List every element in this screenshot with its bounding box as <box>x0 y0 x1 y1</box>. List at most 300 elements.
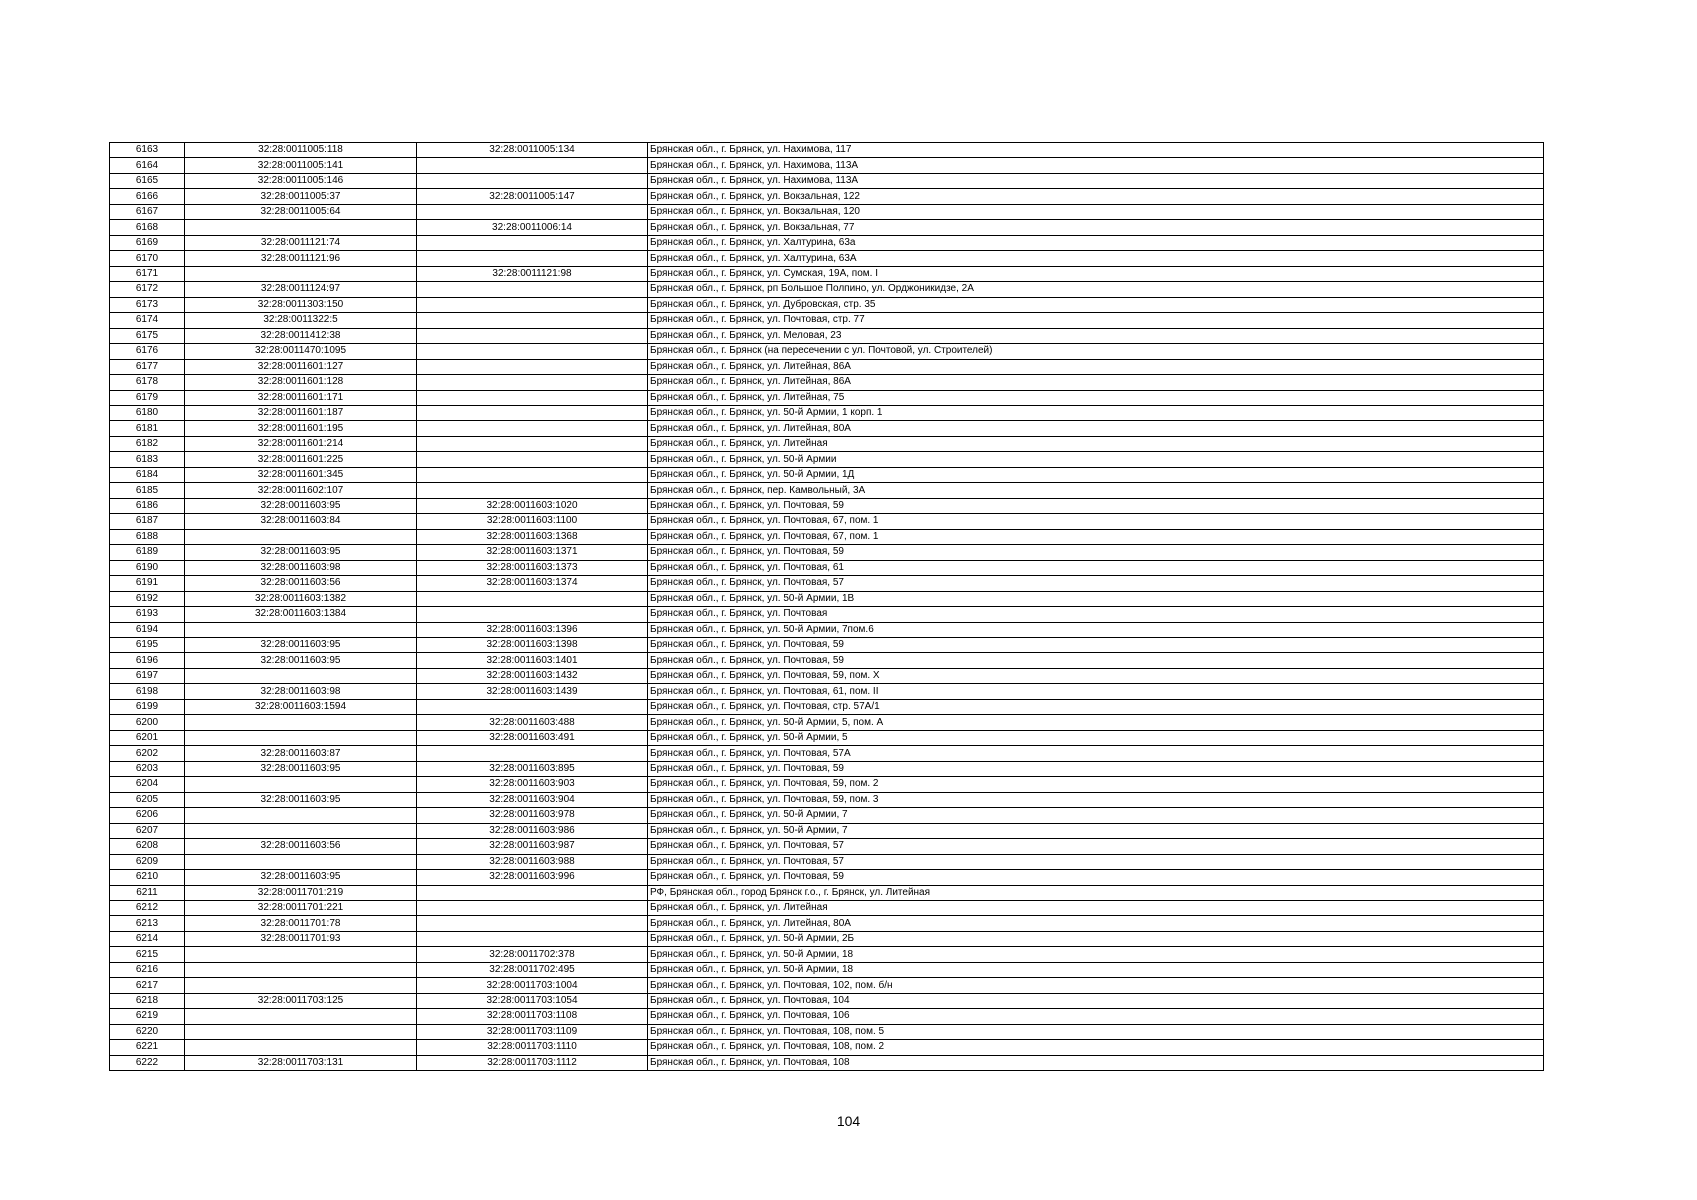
table-row <box>110 560 1544 575</box>
related-cadastral-number-cell <box>417 251 648 266</box>
related-cadastral-number-cell: 32:28:0011121:98 <box>417 266 648 281</box>
address-cell: Брянская обл., г. Брянск, ул. 50-й Армии, 18 <box>648 947 1544 962</box>
cadastral-number-cell: 32:28:0011005:146 <box>185 173 417 188</box>
row-number-cell: 6172 <box>110 282 185 297</box>
address-cell: Брянская обл., г. Брянск, ул. Дубровская, стр. 35 <box>648 297 1544 312</box>
cadastral-number-cell <box>185 854 417 869</box>
table-row <box>110 359 1544 374</box>
table-row <box>110 220 1544 235</box>
table-row <box>110 715 1544 730</box>
address-cell: Брянская обл., г. Брянск, ул. 50-й Армии, 5, пом. А <box>648 715 1544 730</box>
table-row <box>110 467 1544 482</box>
row-number-cell: 6168 <box>110 220 185 235</box>
cadastral-number-cell: 32:28:0011601:128 <box>185 375 417 390</box>
related-cadastral-number-cell: 32:28:0011603:978 <box>417 808 648 823</box>
table-row <box>110 761 1544 776</box>
row-number-cell: 6205 <box>110 792 185 807</box>
table-row <box>110 1040 1544 1055</box>
related-cadastral-number-cell <box>417 173 648 188</box>
table-row <box>110 436 1544 451</box>
cadastral-number-cell: 32:28:0011703:131 <box>185 1055 417 1070</box>
related-cadastral-number-cell <box>417 746 648 761</box>
row-number-cell: 6221 <box>110 1040 185 1055</box>
address-cell: Брянская обл., г. Брянск, ул. Литейная, 75 <box>648 390 1544 405</box>
cadastral-number-cell <box>185 1040 417 1055</box>
address-cell: Брянская обл., г. Брянск, ул. 50-й Армии, 1В <box>648 591 1544 606</box>
address-cell: Брянская обл., г. Брянск, ул. Вокзальная, 122 <box>648 189 1544 204</box>
row-number-cell: 6193 <box>110 607 185 622</box>
address-cell: Брянская обл., г. Брянск, ул. Почтовая, 59, пом. 3 <box>648 792 1544 807</box>
page-number: 104 <box>836 1113 861 1129</box>
table-row <box>110 545 1544 560</box>
table-row <box>110 483 1544 498</box>
table-row <box>110 916 1544 931</box>
related-cadastral-number-cell <box>417 158 648 173</box>
table-row <box>110 529 1544 544</box>
address-cell: Брянская обл., г. Брянск, ул. Почтовая, 108 <box>648 1055 1544 1070</box>
related-cadastral-number-cell <box>417 483 648 498</box>
address-cell: Брянская обл., г. Брянск, ул. Почтовая, 57 <box>648 854 1544 869</box>
cadastral-number-cell: 32:28:0011601:187 <box>185 405 417 420</box>
address-cell: Брянская обл., г. Брянск, ул. Литейная, 80А <box>648 916 1544 931</box>
related-cadastral-number-cell: 32:28:0011603:996 <box>417 870 648 885</box>
cadastral-number-cell <box>185 220 417 235</box>
address-cell: Брянская обл., г. Брянск, ул. Почтовая, 59 <box>648 761 1544 776</box>
related-cadastral-number-cell: 32:28:0011603:1373 <box>417 560 648 575</box>
cadastral-number-cell: 32:28:0011603:1594 <box>185 699 417 714</box>
table-row <box>110 297 1544 312</box>
row-number-cell: 6180 <box>110 405 185 420</box>
address-cell: Брянская обл., г. Брянск, ул. Почтовая, 61, пом. II <box>648 684 1544 699</box>
address-cell: Брянская обл., г. Брянск, ул. Литейная, 86А <box>648 359 1544 374</box>
row-number-cell: 6164 <box>110 158 185 173</box>
address-cell: Брянская обл., г. Брянск, рп Большое Полпино, ул. Орджоникидзе, 2А <box>648 282 1544 297</box>
row-number-cell: 6165 <box>110 173 185 188</box>
table-row <box>110 514 1544 529</box>
row-number-cell: 6190 <box>110 560 185 575</box>
address-cell: Брянская обл., г. Брянск, ул. Почтовая, 59 <box>648 870 1544 885</box>
row-number-cell: 6201 <box>110 730 185 745</box>
related-cadastral-number-cell <box>417 436 648 451</box>
cadastral-number-cell: 32:28:0011701:93 <box>185 931 417 946</box>
cadastral-number-cell: 32:28:0011603:1384 <box>185 607 417 622</box>
address-cell: Брянская обл., г. Брянск, ул. Нахимова, 117 <box>648 143 1544 158</box>
related-cadastral-number-cell <box>417 421 648 436</box>
row-number-cell: 6174 <box>110 313 185 328</box>
cadastral-number-cell: 32:28:0011412:38 <box>185 328 417 343</box>
row-number-cell: 6222 <box>110 1055 185 1070</box>
related-cadastral-number-cell <box>417 916 648 931</box>
row-number-cell: 6181 <box>110 421 185 436</box>
related-cadastral-number-cell <box>417 885 648 900</box>
related-cadastral-number-cell <box>417 452 648 467</box>
cadastral-number-cell: 32:28:0011603:1382 <box>185 591 417 606</box>
row-number-cell: 6214 <box>110 931 185 946</box>
cadastral-number-cell: 32:28:0011005:64 <box>185 204 417 219</box>
table-row <box>110 591 1544 606</box>
cadastral-number-cell: 32:28:0011603:87 <box>185 746 417 761</box>
address-cell: Брянская обл., г. Брянск, ул. Почтовая, 59 <box>648 638 1544 653</box>
table-row <box>110 1024 1544 1039</box>
row-number-cell: 6196 <box>110 653 185 668</box>
related-cadastral-number-cell: 32:28:0011603:895 <box>417 761 648 776</box>
cadastral-number-cell: 32:28:0011601:171 <box>185 390 417 405</box>
address-cell: Брянская обл., г. Брянск, ул. Почтовая, 57А <box>648 746 1544 761</box>
related-cadastral-number-cell: 32:28:0011603:1100 <box>417 514 648 529</box>
related-cadastral-number-cell: 32:28:0011703:1109 <box>417 1024 648 1039</box>
cadastral-number-cell: 32:28:0011601:345 <box>185 467 417 482</box>
row-number-cell: 6169 <box>110 235 185 250</box>
table-row <box>110 947 1544 962</box>
row-number-cell: 6217 <box>110 978 185 993</box>
related-cadastral-number-cell <box>417 467 648 482</box>
row-number-cell: 6166 <box>110 189 185 204</box>
table-row <box>110 792 1544 807</box>
table-row <box>110 993 1544 1008</box>
address-cell: Брянская обл., г. Брянск, ул. Вокзальная, 120 <box>648 204 1544 219</box>
address-cell: Брянская обл., г. Брянск, ул. Нахимова, 113А <box>648 158 1544 173</box>
address-cell: Брянская обл., г. Брянск, ул. 50-й Армии, 5 <box>648 730 1544 745</box>
table-row <box>110 900 1544 915</box>
cadastral-number-cell <box>185 1009 417 1024</box>
address-cell: Брянская обл., г. Брянск, ул. Почтовая, стр. 57А/1 <box>648 699 1544 714</box>
related-cadastral-number-cell: 32:28:0011603:988 <box>417 854 648 869</box>
table-row <box>110 390 1544 405</box>
related-cadastral-number-cell <box>417 359 648 374</box>
address-cell: Брянская обл., г. Брянск, ул. 50-й Армии, 7 <box>648 823 1544 838</box>
related-cadastral-number-cell <box>417 900 648 915</box>
cadastral-number-cell: 32:28:0011603:95 <box>185 545 417 560</box>
row-number-cell: 6163 <box>110 143 185 158</box>
related-cadastral-number-cell <box>417 297 648 312</box>
table-row <box>110 607 1544 622</box>
row-number-cell: 6189 <box>110 545 185 560</box>
row-number-cell: 6194 <box>110 622 185 637</box>
row-number-cell: 6210 <box>110 870 185 885</box>
address-cell: РФ, Брянская обл., город Брянск г.о., г. Брянск, ул. Литейная <box>648 885 1544 900</box>
row-number-cell: 6208 <box>110 839 185 854</box>
cadastral-number-cell: 32:28:0011601:225 <box>185 452 417 467</box>
row-number-cell: 6212 <box>110 900 185 915</box>
cadastral-number-cell <box>185 622 417 637</box>
related-cadastral-number-cell <box>417 328 648 343</box>
related-cadastral-number-cell <box>417 607 648 622</box>
related-cadastral-number-cell <box>417 282 648 297</box>
related-cadastral-number-cell: 32:28:0011603:491 <box>417 730 648 745</box>
table-row <box>110 823 1544 838</box>
cadastral-number-cell <box>185 266 417 281</box>
table-row <box>110 653 1544 668</box>
cadastral-number-cell <box>185 777 417 792</box>
address-cell: Брянская обл., г. Брянск, ул. Почтовая, 57 <box>648 839 1544 854</box>
cadastral-number-cell: 32:28:0011303:150 <box>185 297 417 312</box>
address-cell: Брянская обл., г. Брянск, ул. Почтовая, 108, пом. 2 <box>648 1040 1544 1055</box>
address-cell: Брянская обл., г. Брянск, ул. Почтовая, 57 <box>648 576 1544 591</box>
address-cell: Брянская обл., г. Брянск, ул. Литейная, 80А <box>648 421 1544 436</box>
table-row <box>110 730 1544 745</box>
related-cadastral-number-cell: 32:28:0011603:1020 <box>417 498 648 513</box>
table-row <box>110 684 1544 699</box>
table-row <box>110 777 1544 792</box>
row-number-cell: 6182 <box>110 436 185 451</box>
cadastral-number-cell <box>185 715 417 730</box>
row-number-cell: 6183 <box>110 452 185 467</box>
row-number-cell: 6179 <box>110 390 185 405</box>
address-cell: Брянская обл., г. Брянск, ул. 50-й Армии <box>648 452 1544 467</box>
related-cadastral-number-cell <box>417 699 648 714</box>
row-number-cell: 6200 <box>110 715 185 730</box>
related-cadastral-number-cell: 32:28:0011603:1401 <box>417 653 648 668</box>
related-cadastral-number-cell <box>417 405 648 420</box>
table-row <box>110 251 1544 266</box>
cadastral-number-cell: 32:28:0011703:125 <box>185 993 417 1008</box>
related-cadastral-number-cell: 32:28:0011005:147 <box>417 189 648 204</box>
row-number-cell: 6176 <box>110 344 185 359</box>
cadastral-number-cell: 32:28:0011701:78 <box>185 916 417 931</box>
cadastral-number-cell <box>185 730 417 745</box>
address-cell: Брянская обл., г. Брянск, ул. Почтовая, 59 <box>648 653 1544 668</box>
related-cadastral-number-cell: 32:28:0011006:14 <box>417 220 648 235</box>
address-cell: Брянская обл., г. Брянск, ул. Почтовая, 59, пом. Х <box>648 668 1544 683</box>
table-row <box>110 235 1544 250</box>
table-row <box>110 931 1544 946</box>
address-cell: Брянская обл., г. Брянск, ул. Почтовая, 59 <box>648 545 1544 560</box>
cadastral-number-cell: 32:28:0011603:56 <box>185 576 417 591</box>
row-number-cell: 6197 <box>110 668 185 683</box>
cadastral-number-cell <box>185 962 417 977</box>
cadastral-number-cell: 32:28:0011701:219 <box>185 885 417 900</box>
address-cell: Брянская обл., г. Брянск, ул. Вокзальная, 77 <box>648 220 1544 235</box>
row-number-cell: 6211 <box>110 885 185 900</box>
row-number-cell: 6185 <box>110 483 185 498</box>
address-cell: Брянская обл., г. Брянск, ул. Халтурина, 63А <box>648 251 1544 266</box>
row-number-cell: 6218 <box>110 993 185 1008</box>
cadastral-number-cell: 32:28:0011470:1095 <box>185 344 417 359</box>
related-cadastral-number-cell: 32:28:0011603:1368 <box>417 529 648 544</box>
row-number-cell: 6178 <box>110 375 185 390</box>
related-cadastral-number-cell: 32:28:0011703:1112 <box>417 1055 648 1070</box>
cadastral-number-cell: 32:28:0011005:118 <box>185 143 417 158</box>
table-row <box>110 870 1544 885</box>
address-cell: Брянская обл., г. Брянск, ул. Почтовая, 59, пом. 2 <box>648 777 1544 792</box>
row-number-cell: 6170 <box>110 251 185 266</box>
cadastral-number-cell <box>185 529 417 544</box>
row-number-cell: 6220 <box>110 1024 185 1039</box>
address-cell: Брянская обл., г. Брянск, ул. Почтовая, 108, пом. 5 <box>648 1024 1544 1039</box>
cadastral-number-cell: 32:28:0011601:127 <box>185 359 417 374</box>
row-number-cell: 6209 <box>110 854 185 869</box>
related-cadastral-number-cell: 32:28:0011702:378 <box>417 947 648 962</box>
cadastral-number-cell: 32:28:0011124:97 <box>185 282 417 297</box>
table-row <box>110 452 1544 467</box>
table-row <box>110 622 1544 637</box>
related-cadastral-number-cell: 32:28:0011703:1004 <box>417 978 648 993</box>
row-number-cell: 6192 <box>110 591 185 606</box>
address-cell: Брянская обл., г. Брянск, ул. Литейная <box>648 900 1544 915</box>
table-row <box>110 978 1544 993</box>
cadastral-number-cell: 32:28:0011603:95 <box>185 653 417 668</box>
row-number-cell: 6191 <box>110 576 185 591</box>
table-row <box>110 204 1544 219</box>
row-number-cell: 6186 <box>110 498 185 513</box>
related-cadastral-number-cell <box>417 344 648 359</box>
cadastral-number-cell <box>185 978 417 993</box>
row-number-cell: 6213 <box>110 916 185 931</box>
table-row <box>110 1055 1544 1070</box>
row-number-cell: 6198 <box>110 684 185 699</box>
row-number-cell: 6187 <box>110 514 185 529</box>
address-cell: Брянская обл., г. Брянск, пер. Камвольный, 3А <box>648 483 1544 498</box>
row-number-cell: 6199 <box>110 699 185 714</box>
related-cadastral-number-cell: 32:28:0011603:1398 <box>417 638 648 653</box>
address-cell: Брянская обл., г. Брянск, ул. Литейная, 86А <box>648 375 1544 390</box>
cadastral-number-cell: 32:28:0011603:56 <box>185 839 417 854</box>
related-cadastral-number-cell <box>417 931 648 946</box>
cadastral-number-cell: 32:28:0011701:221 <box>185 900 417 915</box>
address-cell: Брянская обл., г. Брянск, ул. 50-й Армии, 7 <box>648 808 1544 823</box>
related-cadastral-number-cell <box>417 204 648 219</box>
cadastral-number-cell: 32:28:0011005:37 <box>185 189 417 204</box>
row-number-cell: 6207 <box>110 823 185 838</box>
cadastral-number-cell: 32:28:0011603:95 <box>185 761 417 776</box>
address-cell: Брянская обл., г. Брянск, ул. Литейная <box>648 436 1544 451</box>
table-row <box>110 328 1544 343</box>
row-number-cell: 6175 <box>110 328 185 343</box>
row-number-cell: 6171 <box>110 266 185 281</box>
row-number-cell: 6173 <box>110 297 185 312</box>
table-row <box>110 375 1544 390</box>
cadastral-number-cell <box>185 823 417 838</box>
address-cell: Брянская обл., г. Брянск, ул. 50-й Армии, 1Д <box>648 467 1544 482</box>
cadastral-number-cell: 32:28:0011602:107 <box>185 483 417 498</box>
cadastral-number-cell <box>185 947 417 962</box>
cadastral-number-cell: 32:28:0011601:214 <box>185 436 417 451</box>
cadastral-number-cell: 32:28:0011603:84 <box>185 514 417 529</box>
address-cell: Брянская обл., г. Брянск, ул. Почтовая, 59 <box>648 498 1544 513</box>
address-cell: Брянская обл., г. Брянск, ул. Меловая, 23 <box>648 328 1544 343</box>
cadastral-number-cell: 32:28:0011005:141 <box>185 158 417 173</box>
related-cadastral-number-cell: 32:28:0011603:904 <box>417 792 648 807</box>
cadastral-number-cell: 32:28:0011322:5 <box>185 313 417 328</box>
address-cell: Брянская обл., г. Брянск, ул. 50-й Армии, 18 <box>648 962 1544 977</box>
table-row <box>110 266 1544 281</box>
cadastral-number-cell: 32:28:0011603:98 <box>185 684 417 699</box>
table-row <box>110 1009 1544 1024</box>
row-number-cell: 6204 <box>110 777 185 792</box>
cadastral-number-cell: 32:28:0011121:74 <box>185 235 417 250</box>
row-number-cell: 6216 <box>110 962 185 977</box>
cadastral-number-cell <box>185 668 417 683</box>
related-cadastral-number-cell: 32:28:0011603:1396 <box>417 622 648 637</box>
cadastral-number-cell: 32:28:0011603:95 <box>185 870 417 885</box>
related-cadastral-number-cell: 32:28:0011703:1108 <box>417 1009 648 1024</box>
related-cadastral-number-cell: 32:28:0011603:903 <box>417 777 648 792</box>
address-cell: Брянская обл., г. Брянск, ул. Почтовая, 106 <box>648 1009 1544 1024</box>
cadastral-number-cell: 32:28:0011603:95 <box>185 638 417 653</box>
table-row <box>110 839 1544 854</box>
related-cadastral-number-cell: 32:28:0011603:1371 <box>417 545 648 560</box>
cadastral-number-cell <box>185 1024 417 1039</box>
cadastral-number-cell: 32:28:0011603:95 <box>185 498 417 513</box>
table-row <box>110 189 1544 204</box>
related-cadastral-number-cell: 32:28:0011603:1432 <box>417 668 648 683</box>
address-cell: Брянская обл., г. Брянск, ул. Почтовая, 61 <box>648 560 1544 575</box>
table-row <box>110 405 1544 420</box>
related-cadastral-number-cell: 32:28:0011603:488 <box>417 715 648 730</box>
row-number-cell: 6177 <box>110 359 185 374</box>
related-cadastral-number-cell: 32:28:0011702:495 <box>417 962 648 977</box>
table-row <box>110 885 1544 900</box>
address-cell: Брянская обл., г. Брянск, ул. Почтовая <box>648 607 1544 622</box>
table-row <box>110 808 1544 823</box>
cadastral-number-cell: 32:28:0011603:98 <box>185 560 417 575</box>
table-row <box>110 638 1544 653</box>
related-cadastral-number-cell <box>417 375 648 390</box>
table-row <box>110 158 1544 173</box>
table-row <box>110 282 1544 297</box>
related-cadastral-number-cell <box>417 313 648 328</box>
address-cell: Брянская обл., г. Брянск, ул. Почтовая, 102, пом. б/н <box>648 978 1544 993</box>
related-cadastral-number-cell <box>417 235 648 250</box>
row-number-cell: 6206 <box>110 808 185 823</box>
row-number-cell: 6195 <box>110 638 185 653</box>
row-number-cell: 6167 <box>110 204 185 219</box>
row-number-cell: 6203 <box>110 761 185 776</box>
related-cadastral-number-cell: 32:28:0011603:987 <box>417 839 648 854</box>
row-number-cell: 6184 <box>110 467 185 482</box>
related-cadastral-number-cell <box>417 591 648 606</box>
row-number-cell: 6215 <box>110 947 185 962</box>
related-cadastral-number-cell <box>417 390 648 405</box>
table-row <box>110 746 1544 761</box>
table-row <box>110 699 1544 714</box>
table-row <box>110 576 1544 591</box>
related-cadastral-number-cell: 32:28:0011703:1054 <box>417 993 648 1008</box>
address-cell: Брянская обл., г. Брянск, ул. Почтовая, 67, пом. 1 <box>648 529 1544 544</box>
related-cadastral-number-cell: 32:28:0011603:1374 <box>417 576 648 591</box>
table-row <box>110 421 1544 436</box>
register-table <box>109 142 1544 1071</box>
address-cell: Брянская обл., г. Брянск, ул. Сумская, 19А, пом. I <box>648 266 1544 281</box>
cadastral-number-cell: 32:28:0011603:95 <box>185 792 417 807</box>
table-row <box>110 173 1544 188</box>
address-cell: Брянская обл., г. Брянск, ул. 50-й Армии, 1 корп. 1 <box>648 405 1544 420</box>
row-number-cell: 6202 <box>110 746 185 761</box>
address-cell: Брянская обл., г. Брянск, ул. Нахимова, 113А <box>648 173 1544 188</box>
address-cell: Брянская обл., г. Брянск, ул. Почтовая, 67, пом. 1 <box>648 514 1544 529</box>
address-cell: Брянская обл., г. Брянск, ул. Почтовая, стр. 77 <box>648 313 1544 328</box>
cadastral-number-cell <box>185 808 417 823</box>
related-cadastral-number-cell: 32:28:0011703:1110 <box>417 1040 648 1055</box>
row-number-cell: 6219 <box>110 1009 185 1024</box>
table-row <box>110 313 1544 328</box>
related-cadastral-number-cell: 32:28:0011603:1439 <box>417 684 648 699</box>
table-row <box>110 344 1544 359</box>
address-cell: Брянская обл., г. Брянск, ул. 50-й Армии, 2Б <box>648 931 1544 946</box>
table-body <box>110 143 1544 1071</box>
row-number-cell: 6188 <box>110 529 185 544</box>
table-row <box>110 668 1544 683</box>
table-row <box>110 143 1544 158</box>
cadastral-number-cell: 32:28:0011601:195 <box>185 421 417 436</box>
address-cell: Брянская обл., г. Брянск, ул. Почтовая, 104 <box>648 993 1544 1008</box>
table-row <box>110 962 1544 977</box>
address-cell: Брянская обл., г. Брянск, ул. Халтурина, 63а <box>648 235 1544 250</box>
address-cell: Брянская обл., г. Брянск, ул. 50-й Армии, 7пом.6 <box>648 622 1544 637</box>
cadastral-number-cell: 32:28:0011121:96 <box>185 251 417 266</box>
address-cell: Брянская обл., г. Брянск (на пересечении с ул. Почтовой, ул. Строителей) <box>648 344 1544 359</box>
related-cadastral-number-cell: 32:28:0011005:134 <box>417 143 648 158</box>
